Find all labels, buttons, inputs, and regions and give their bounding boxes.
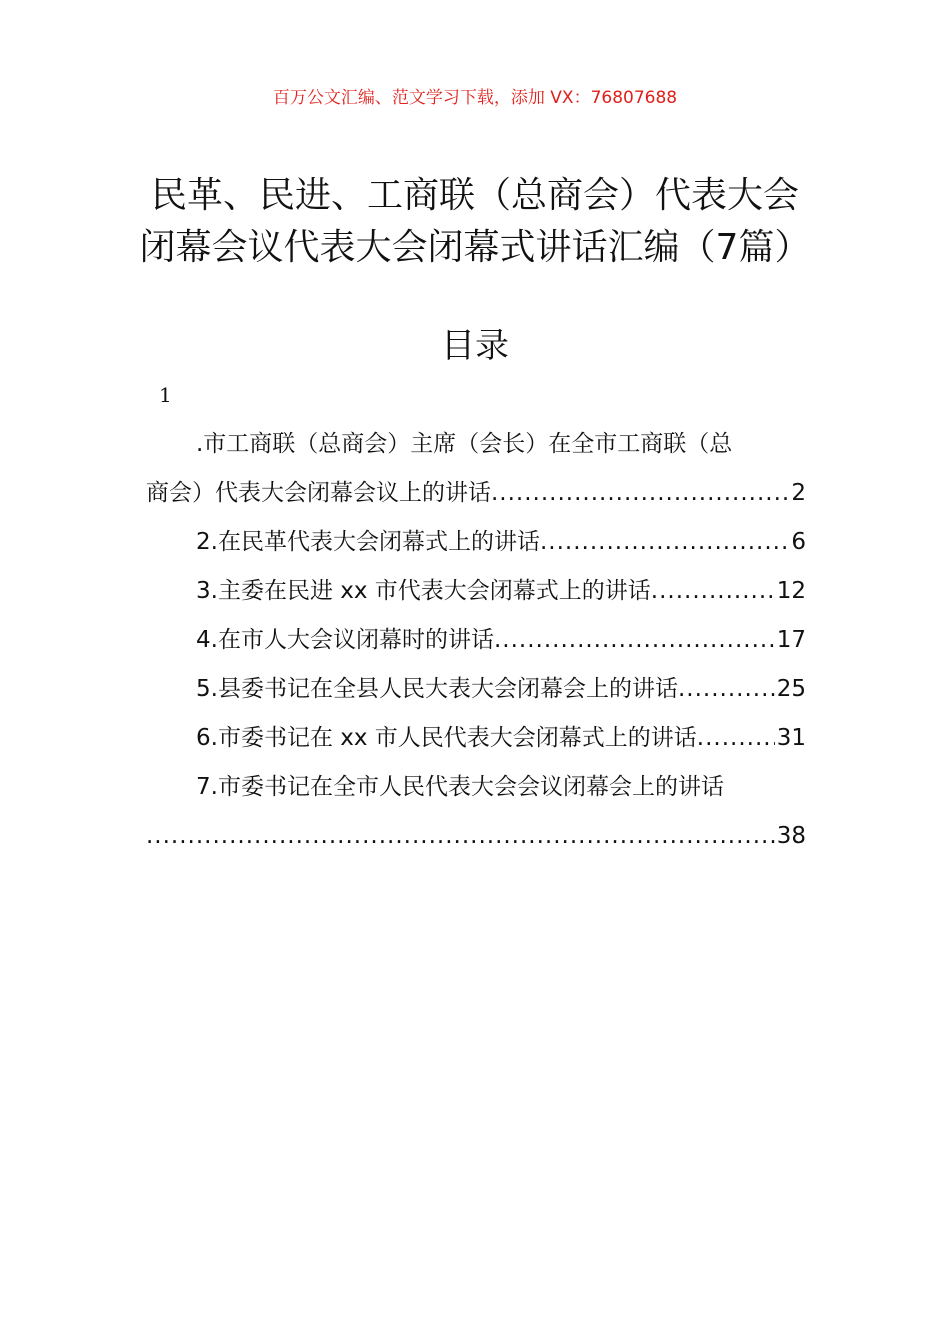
toc-entry-2[interactable] [146, 518, 806, 567]
toc-page-number: 12 [776, 578, 806, 604]
dot-leader [540, 518, 789, 567]
toc-entry-7[interactable] [146, 812, 806, 861]
toc-entry-1-line-1: .市工商联（总商会）主席（会长）在全市工商联（总 [196, 431, 733, 457]
title-line-2: 闭幕会议代表大会闭幕式讲话汇编（7篇） [139, 227, 811, 268]
toc-page-number: 6 [791, 529, 806, 555]
toc-page-number: 25 [776, 676, 806, 702]
dot-leader [491, 469, 789, 518]
toc-page-number: 2 [791, 480, 806, 506]
toc-page-number: 38 [776, 823, 806, 849]
list-number: 1 [159, 383, 172, 407]
toc-entry-label: 3.主委在民进 xx 市代表大会闭幕式上的讲话 [196, 578, 651, 604]
dot-leader [678, 665, 775, 714]
toc-entry-label: 5.县委书记在全县人民大表大会闭幕会上的讲话 [196, 676, 678, 702]
table-of-contents [146, 420, 806, 861]
toc-entry-label: 商会）代表大会闭幕会议上的讲话 [146, 480, 491, 506]
dot-leader [146, 812, 775, 861]
dot-leader [697, 714, 775, 763]
toc-entry-1[interactable] [146, 469, 806, 518]
document-title [120, 170, 830, 274]
toc-entry-4[interactable] [146, 616, 806, 665]
toc-entry-3[interactable] [146, 567, 806, 616]
toc-entry-5[interactable] [146, 665, 806, 714]
title-line-1: 民革、民进、工商联（总商会）代表大会 [150, 175, 799, 216]
dot-leader [651, 567, 775, 616]
toc-entry-label: 2.在民革代表大会闭幕式上的讲话 [196, 529, 540, 555]
toc-entry-label: 6.市委书记在 xx 市人民代表大会闭幕式上的讲话 [196, 725, 697, 751]
dot-leader [494, 616, 775, 665]
header-note: 百万公文汇编、范文学习下载，添加 VX：76807688 [272, 88, 678, 108]
toc-entry-7-line-1: 7.市委书记在全市人民代表大会会议闭幕会上的讲话 [196, 774, 724, 800]
toc-page-number: 31 [776, 725, 806, 751]
toc-entry-label: 4.在市人大会议闭幕时的讲话 [196, 627, 494, 653]
toc-page-number: 17 [776, 627, 806, 653]
toc-entry-6[interactable] [146, 714, 806, 763]
toc-heading: 目录 [441, 326, 509, 366]
